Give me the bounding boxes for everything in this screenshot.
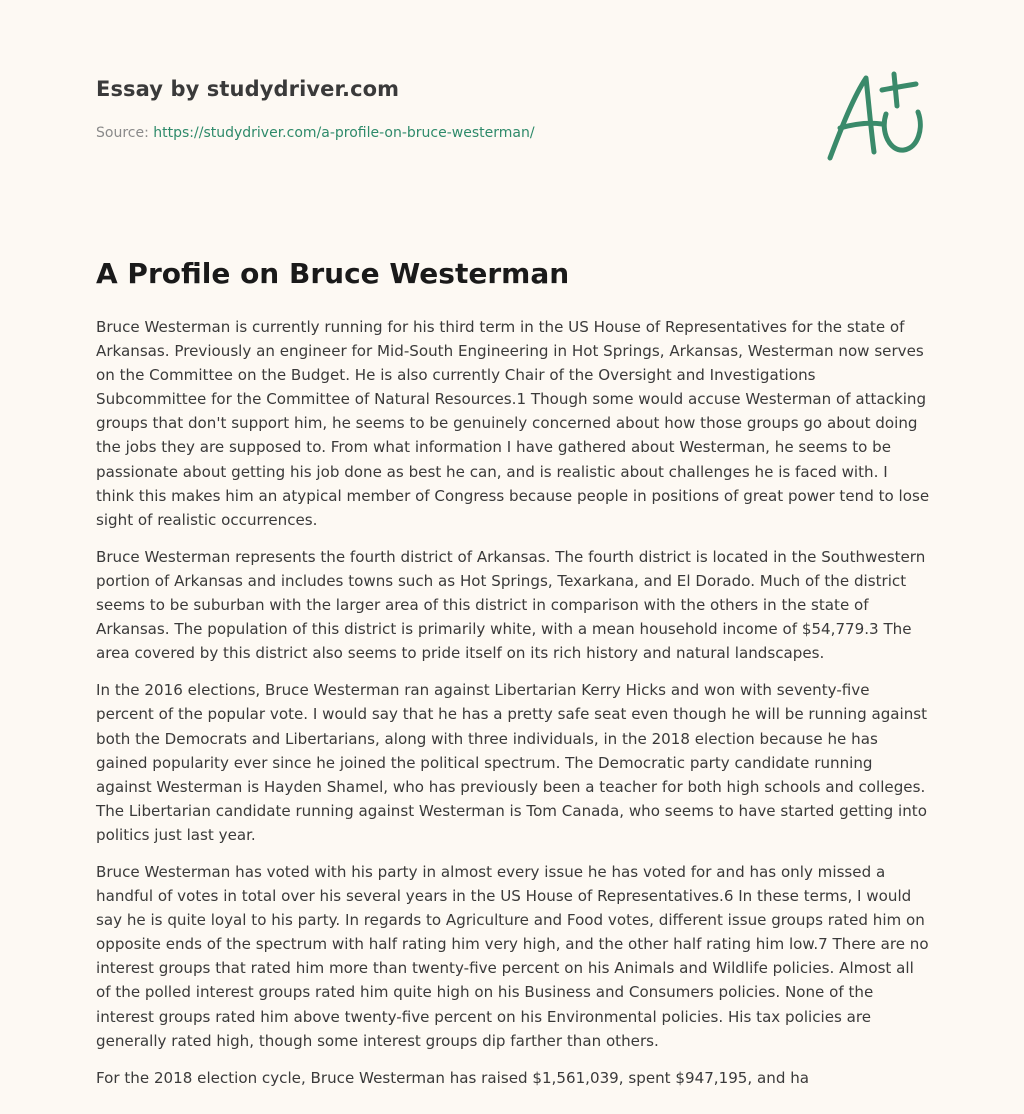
source-label: Source:	[96, 125, 149, 141]
paragraph: Bruce Westerman has voted with his party in almost every issue he has voted for and has only missed a handful of votes in total over his several years in the US House of Representatives.6 In these terms, I would say he is quite loyal to his party. In regards to Agriculture and Food votes, different issue groups rated him on opposite ends of the spectrum with half rating him very high, and the other half rating him low.7 There are no interest groups that rated him more than twenty-five percent on his Animals and Wildlife policies. Almost all of the polled interest groups rated him quite high on his Business and Consumers policies. None of the interest groups rated him above twenty-five percent on his Environmental policies. His tax policies are generally rated high, though some interest groups dip farther than others.	[96, 862, 929, 1050]
paragraph: In the 2016 elections, Bruce Westerman ran against Libertarian Kerry Hicks and won with seventy-five percent of the popular vote. I would say that he has a pretty safe seat even though he will be running against both the Democrats and Libertarians, along with three individuals, in the 2018 election because he has gained popularity ever since he joined the political spectrum. The Democratic party candidate running against Westerman is Hayden Shamel, who has previously been a teacher for both high schools and colleges. The Libertarian candidate running against Westerman is Tom Canada, who seems to have started getting into politics just last year.	[96, 681, 928, 844]
essay-body	[96, 315, 930, 1103]
paragraph: Bruce Westerman represents the fourth district of Arkansas. The fourth district is located in the Southwestern portion of Arkansas and includes towns such as Hot Springs, Texarkana, and El Dorado. Much of the district seems to be suburban with the larger area of this district in comparison with the others in the state of Arkansas. The population of this district is primarily white, with a mean household income of $54,779.3 The area covered by this district also seems to pride itself on its rich history and natural landscapes.	[96, 547, 926, 663]
a-plus-logo-icon	[820, 66, 930, 166]
source-line	[96, 123, 796, 143]
essay-title: A Profile on Bruce Westerman	[96, 257, 570, 290]
essay-header	[96, 74, 796, 143]
paragraph: For the 2018 election cycle, Bruce Westerman has raised $1,561,039, spent $947,195, and ha	[96, 1068, 810, 1087]
site-brand: Essay by studydriver.com	[96, 77, 400, 101]
source-link[interactable]: https://studydriver.com/a-profile-on-bruce-westerman/	[153, 125, 535, 141]
paragraph: Bruce Westerman is currently running for his third term in the US House of Representatives for the state of Arkansas. Previously an engineer for Mid-South Engineering in Hot Springs, Arkansas, Westerman now serves on the Committee on the Budget. He is also currently Chair of the Oversight and Investigations Subcommittee for the Committee of Natural Resources.1 Though some would accuse Westerman of attacking groups that don't support him, he seems to be genuinely concerned about how those groups go about doing the jobs they are supposed to. From what information I have gathered about Westerman, he seems to be passionate about getting his job done as best he can, and is realistic about challenges he is faced with. I think this makes him an atypical member of Congress because people in positions of great power tend to lose sight of realistic occurrences.	[96, 318, 930, 529]
